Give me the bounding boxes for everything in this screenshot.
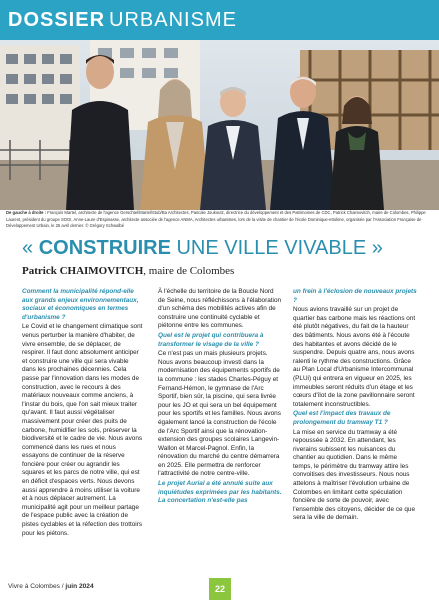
interview-question: Le projet Aurial a été annulé suite aux inquiétudes exprimées par les habitants. La concertation n'est-elle pas	[158, 480, 282, 505]
group-photo-illustration	[0, 40, 439, 210]
footer-publication	[8, 583, 94, 590]
text-column-2	[158, 288, 282, 507]
interview-answer: À l'échelle du territoire de la Boucle Nord de Seine, nous réfléchissons à l'élaboration d'un schéma des mobilités actives afin de construire une continuité cyclable et piétonne entre les communes.	[158, 288, 282, 330]
caption-lead: De gauche à droite :	[6, 210, 47, 215]
text-column-1	[22, 288, 144, 539]
interview-question: Quel est l'impact des travaux de prolongement du tramway T1 ?	[293, 410, 391, 426]
interview-answer: Le Covid et le changement climatique sont venus perturber la manière d'habiter, de vivre ensemble, de se déplacer, de respirer. Il faut donc absolument anticiper et construire une ville qui sera vivable dans les prochaines décennies. Cela passe par l'innovation dans les modes de construction, avec le recours à des matériaux nouveaux comme anciens, à l'instar du bois, que l'on sait mieux traiter qu'avant. Il faut aussi végétaliser massivement pour créer des puits de carbone, humidifier les sols, préserver la biodiversité et le cadre de vie. Nous avons commencé dans les rues et nous essayons de continuer de la réserve foncière pour créer ou agrandir les squares et les parcs de notre ville, qui est en déficit d'espaces verts. Nous devons aussi apprendre à moins utiliser la voiture et à nous déplacer autrement. La municipalité agit pour un meilleur partage de l'espace public avec la création de pistes cyclables et la réfection des trottoirs pour les piétons.	[22, 323, 143, 537]
caption-text: François Martel, architecte de l'agence Gerschtel/Martel/Stub/Ba Architectes, Pascale Joukoutz, directrice du développement et des Patrimoines de CDC, Patrick Chaimovitch, maire de Colombes, Philippe Laurent, président du groupe SOGI, Anne-Laure d'Espinasse, architecte associée de l'agence ANMA, Architectes urbanistes, lors de la visite de chantier de l'école Dominique-ettolime, organisée par l'Association Française de Développement Urbain, le 25 avril dernier. © Grégory Schwalbé	[6, 210, 426, 229]
interview-answer: La mise en service du tramway a été repoussée à 2032. En attendant, les riverains subissent les nuisances du chantier au quotidien. Dans le même temps, le périmètre du tramway attire les convoitises des investisseurs. Nous nous attelons à maîtriser l'évolution urbaine de Colombes en limitant cette spéculation foncière de sorte de pouvoir, avec l'ensemble des citoyens, décider de ce que sera la ville de demain.	[293, 428, 416, 522]
photo-caption	[6, 210, 434, 230]
page-footer	[0, 578, 439, 600]
footer-issue-date: juin 2024	[65, 583, 94, 590]
interview-answer: Ce n'est pas un mais plusieurs projets. Nous avons beaucoup investi dans la modernisation des équipements sportifs de la commune : les stades Charles-Péguy et Fernand-Hémon, le gymnase de l'Arc Sportif, bien sûr, la piscine, qui sera livrée pour les JO et qui sera un bel équipement pour les sportifs et les familles. Nous avons également lancé la construction de l'école de l'Arc Sportif ainsi que la rénovation-extension des groupes scolaires Langevin-Wallon et Marcel-Pagnol. Enfin, la rénovation du marché du centre démarrera en 2025. Elle permettra de renforcer l'attractivité de notre centre-ville.	[158, 350, 281, 478]
section-header	[0, 0, 439, 40]
section-title-bold: DOSSIER	[8, 9, 106, 31]
title-strong: CONSTRUIRE	[38, 237, 171, 259]
section-title-thin: URBANISME	[109, 9, 237, 31]
group-photo	[0, 40, 439, 210]
text-column-3	[293, 288, 417, 524]
title-rest: UNE VILLE VIVABLE	[170, 237, 367, 259]
section-title	[8, 9, 237, 31]
title-quote-close: »	[366, 237, 383, 259]
title-quote-open: «	[22, 237, 39, 259]
article-title	[22, 236, 383, 260]
interview-answer: Nous avions travaillé sur un projet de quartier bas carbone mais les réactions ont été plutôt négatives, du fait de la hauteur des bâtiments. Nous avons été à l'écoute des habitantes et avons décidé de le suspendre. Depuis quatre ans, nous avons ralenti le rythme des constructions. Grâce au Plan Local d'Urbanisme Intercommunal (PLUi) qui entrera en vigueur en 2025, les immeubles seront réduits d'un étage et les cœurs d'îlot de la zone pavillonnaire seront totalement inconstructibles.	[293, 306, 416, 408]
page-number-badge: 22	[209, 578, 231, 600]
article-author	[22, 264, 234, 278]
footer-magazine: Vivre à Colombes /	[8, 583, 66, 590]
author-name: Patrick CHAIMOVITCH	[22, 265, 144, 277]
author-role: , maire de Colombes	[143, 265, 235, 277]
interview-question: Quel est le projet qui contribuera à transformer le visage de la ville ?	[158, 331, 264, 348]
interview-question: un frein à l'éclosion de nouveaux projets ?	[293, 288, 417, 304]
interview-question: Comment la municipalité répond-elle aux grands enjeux environnementaux, sociaux et économiques en termes d'urbanisme ?	[22, 288, 139, 321]
